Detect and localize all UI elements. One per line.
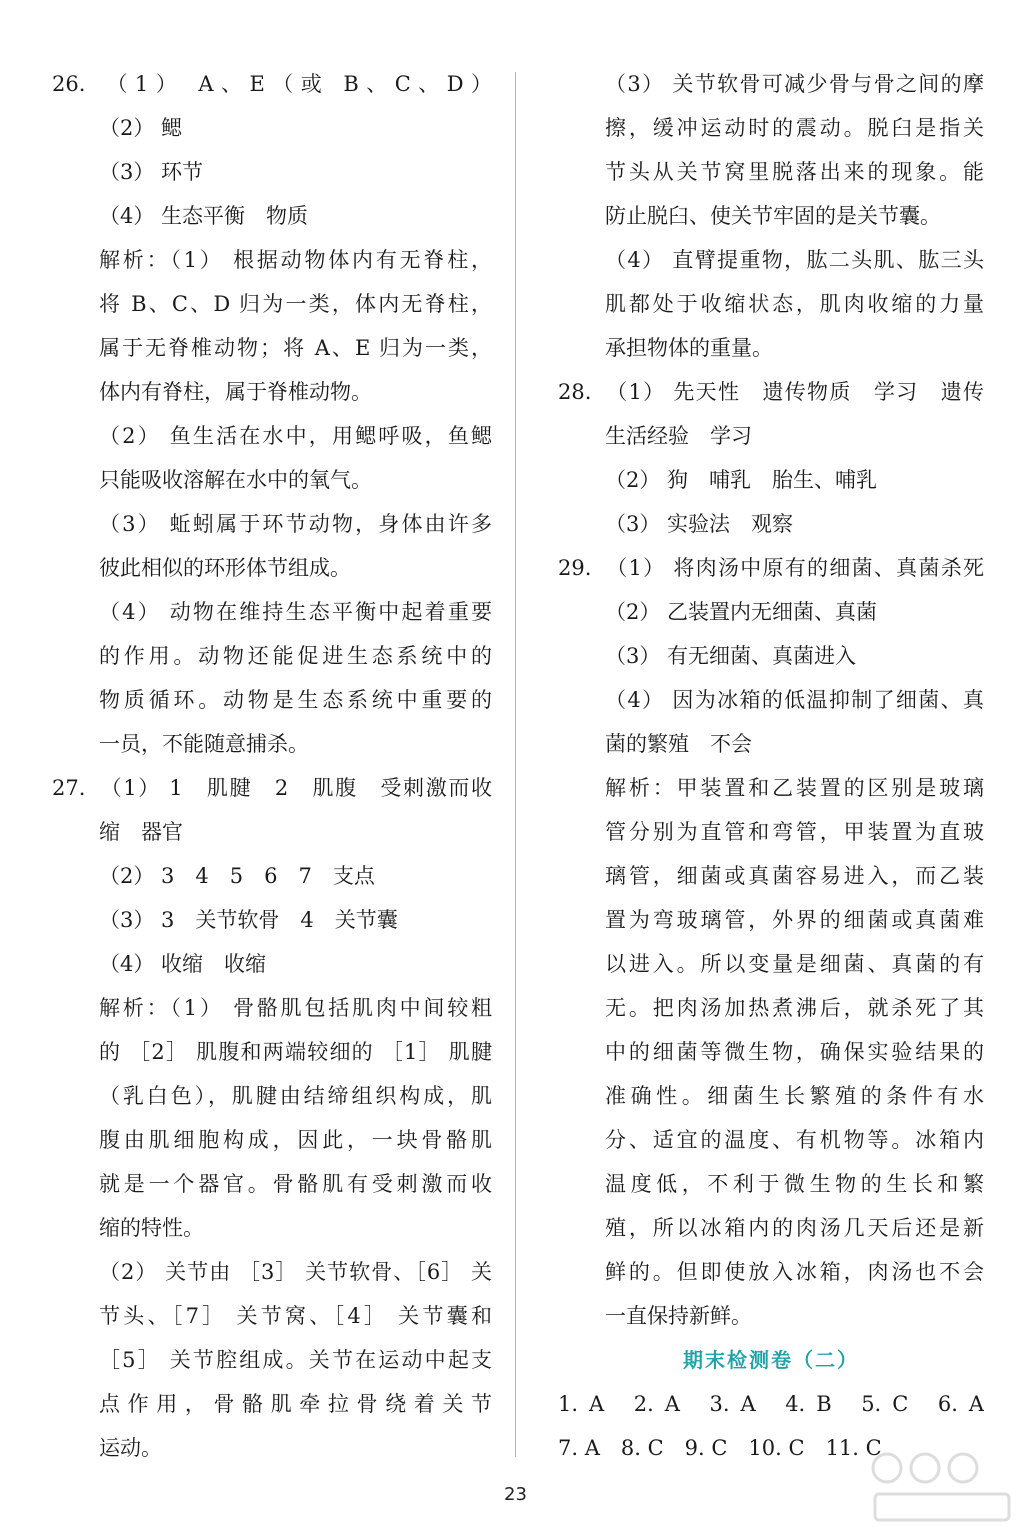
left-line	[52, 986, 492, 1030]
left-line	[52, 942, 492, 986]
left-line	[52, 722, 492, 766]
left-line	[52, 150, 492, 194]
right-line	[558, 62, 984, 106]
answer-text: （4） 因为冰箱的低温抑制了细菌、真	[605, 688, 984, 712]
answer-text: （2） 鱼生活在水中，用鳃呼吸，鱼鳃	[99, 424, 492, 448]
answer-text: 1. A 2. A 3. A 4. B 5. C 6. A	[558, 1392, 984, 1416]
answer-text: 将 B、C、D 归为一类，体内无脊柱，	[99, 292, 492, 316]
right-line	[558, 1250, 984, 1294]
right-line	[558, 810, 984, 854]
left-line	[52, 326, 492, 370]
answer-text: （2） 乙装置内无细菌、真菌	[605, 600, 878, 624]
left-line	[52, 282, 492, 326]
question-number: 27.	[52, 776, 86, 800]
question-number: 28.	[558, 380, 592, 404]
right-line	[558, 106, 984, 150]
answer-text: 只能吸收溶解在水中的氧气。	[99, 468, 372, 492]
answer-text: 璃管，细菌或真菌容易进入，而乙装	[605, 864, 984, 888]
left-line	[52, 458, 492, 502]
left-line	[52, 502, 492, 546]
left-line	[52, 238, 492, 282]
answer-text: 腹由肌细胞构成，因此，一块骨骼肌	[99, 1128, 492, 1152]
answer-text: （3） 有无细菌、真菌进入	[605, 644, 857, 668]
page-number: 23	[504, 1484, 527, 1505]
right-line	[558, 722, 984, 766]
answer-text: 鲜的。但即使放入冰箱，肉汤也不会	[605, 1260, 984, 1284]
answer-text: 的作用。动物还能促进生态系统中的	[99, 644, 492, 668]
answer-text: 擦，缓冲运动时的震动。脱臼是指关	[605, 116, 984, 140]
section-title: 期末检测卷（二）	[683, 1348, 859, 1372]
right-line	[558, 502, 984, 546]
left-line	[52, 1382, 492, 1426]
left-line	[52, 634, 492, 678]
answer-text: 运动。	[99, 1436, 162, 1460]
left-line	[52, 414, 492, 458]
answer-text: 分、适宜的温度、有机物等。冰箱内	[605, 1128, 984, 1152]
left-line	[52, 1162, 492, 1206]
left-line	[52, 1338, 492, 1382]
answer-text: 彼此相似的环形体节组成。	[99, 556, 351, 580]
right-line	[558, 326, 984, 370]
right-line	[558, 678, 984, 722]
answer-text: 缩的特性。	[99, 1216, 204, 1240]
left-line	[52, 1074, 492, 1118]
answer-text: ［5］ 关节腔组成。关节在运动中起支	[99, 1348, 492, 1372]
left-line	[52, 854, 492, 898]
answer-text: （2） 关节由 ［3］ 关节软骨、［6］ 关	[99, 1260, 492, 1284]
left-line	[52, 810, 492, 854]
right-column	[558, 62, 984, 1470]
answer-text: （4） 动物在维持生态平衡中起着重要	[99, 600, 492, 624]
left-line	[52, 898, 492, 942]
left-line	[52, 370, 492, 414]
left-line	[52, 1206, 492, 1250]
answer-text: （2） 3 4 5 6 7 支点	[99, 864, 375, 888]
answer-text: 菌的繁殖 不会	[605, 732, 752, 756]
answer-text: （4） 直臂提重物，肱二头肌、肱三头	[605, 248, 984, 272]
answer-text: 殖，所以冰箱内的肉汤几天后还是新	[605, 1216, 984, 1240]
answer-text: 点作用，骨骼肌牵拉骨绕着关节	[99, 1392, 492, 1416]
answer-text: 承担物体的重量。	[605, 336, 773, 360]
answer-text: （乳白色），肌腱由结缔组织构成，肌	[99, 1084, 492, 1108]
left-column	[52, 62, 492, 1470]
right-line	[558, 854, 984, 898]
answer-text: （1） 1 肌腱 2 肌腹 受刺激而收	[99, 776, 492, 800]
answer-text: 以进入。所以变量是细菌、真菌的有	[605, 952, 984, 976]
right-line	[558, 590, 984, 634]
right-line	[558, 1294, 984, 1338]
answer-text: 属于无脊椎动物；将 A、E 归为一类，	[99, 336, 492, 360]
right-line	[558, 458, 984, 502]
answer-text: 防止脱臼、使关节牢固的是关节囊。	[605, 204, 941, 228]
left-line	[52, 1118, 492, 1162]
right-line	[558, 1338, 984, 1382]
question-number: 29.	[558, 556, 592, 580]
right-line	[558, 546, 984, 590]
left-line	[52, 1030, 492, 1074]
answer-text: 缩 器官	[99, 820, 183, 844]
answer-text: 就是一个器官。骨骼肌有受刺激而收	[99, 1172, 492, 1196]
watermark-logo	[867, 1438, 1017, 1528]
answer-text: （3） 蚯蚓属于环节动物，身体由许多	[99, 512, 492, 536]
answer-text: 的 ［2］ 肌腹和两端较细的 ［1］ 肌腱	[99, 1040, 492, 1064]
right-line	[558, 634, 984, 678]
answer-text: 无。把肉汤加热煮沸后，就杀死了其	[605, 996, 984, 1020]
answer-text: 中的细菌等微生物，确保实验结果的	[605, 1040, 984, 1064]
right-line	[558, 1162, 984, 1206]
column-divider	[515, 72, 516, 1457]
question-number: 26.	[52, 72, 86, 96]
answer-text: 解析：甲装置和乙装置的区别是玻璃	[605, 776, 984, 800]
answer-text: （2） 鳃	[99, 116, 183, 140]
answer-text: 肌都处于收缩状态，肌肉收缩的力量	[605, 292, 984, 316]
answer-text: 解析：（1） 骨骼肌包括肌肉中间较粗	[99, 996, 492, 1020]
answer-text: 物质循环。动物是生态系统中重要的	[99, 688, 492, 712]
right-line	[558, 942, 984, 986]
answer-text: （3） 实验法 观察	[605, 512, 794, 536]
left-line	[52, 1294, 492, 1338]
answer-text: 置为弯玻璃管，外界的细菌或真菌难	[605, 908, 984, 932]
answer-text: （1） 先天性 遗传物质 学习 遗传	[605, 380, 984, 404]
left-line	[52, 1426, 492, 1470]
left-line	[52, 194, 492, 238]
answer-text: （3） 环节	[99, 160, 204, 184]
right-line	[558, 414, 984, 458]
answer-text: （3） 3 关节软骨 4 关节囊	[99, 908, 398, 932]
right-line	[558, 1074, 984, 1118]
left-line	[52, 1250, 492, 1294]
answer-text: 管分别为直管和弯管，甲装置为直玻	[605, 820, 984, 844]
right-line	[558, 1206, 984, 1250]
right-line	[558, 986, 984, 1030]
answer-text: 一直保持新鲜。	[605, 1304, 752, 1328]
answer-text: 解析：（1） 根据动物体内有无脊柱，	[99, 248, 492, 272]
answer-text: （3） 关节软骨可减少骨与骨之间的摩	[605, 72, 984, 96]
right-line	[558, 150, 984, 194]
answer-text: （1） A、E（或 B、C、D）	[99, 72, 492, 96]
answer-text: （1） 将肉汤中原有的细菌、真菌杀死	[605, 556, 984, 580]
right-line	[558, 1382, 984, 1426]
left-line	[52, 766, 492, 810]
answer-text: 生活经验 学习	[605, 424, 752, 448]
right-line	[558, 194, 984, 238]
right-line	[558, 1118, 984, 1162]
left-line	[52, 678, 492, 722]
left-line	[52, 106, 492, 150]
left-line	[52, 62, 492, 106]
answer-text: （4） 收缩 收缩	[99, 952, 267, 976]
left-line	[52, 546, 492, 590]
answer-text: 7. A 8. C 9. C 10. C 11. C	[558, 1436, 882, 1460]
answer-text: 一员，不能随意捕杀。	[99, 732, 309, 756]
answer-text: 体内有脊柱，属于脊椎动物。	[99, 380, 372, 404]
answer-text: 节头从关节窝里脱落出来的现象。能	[605, 160, 984, 184]
right-line	[558, 370, 984, 414]
answer-text: 准确性。细菌生长繁殖的条件有水	[605, 1084, 984, 1108]
right-line	[558, 1030, 984, 1074]
answer-text: （4） 生态平衡 物质	[99, 204, 309, 228]
answer-text: 温度低，不利于微生物的生长和繁	[605, 1172, 984, 1196]
answer-text: 节头、［7］ 关节窝、［4］ 关节囊和	[99, 1304, 492, 1328]
right-line	[558, 238, 984, 282]
right-line	[558, 766, 984, 810]
left-line	[52, 590, 492, 634]
right-line	[558, 898, 984, 942]
right-line	[558, 282, 984, 326]
answer-text: （2） 狗 哺乳 胎生、哺乳	[605, 468, 878, 492]
